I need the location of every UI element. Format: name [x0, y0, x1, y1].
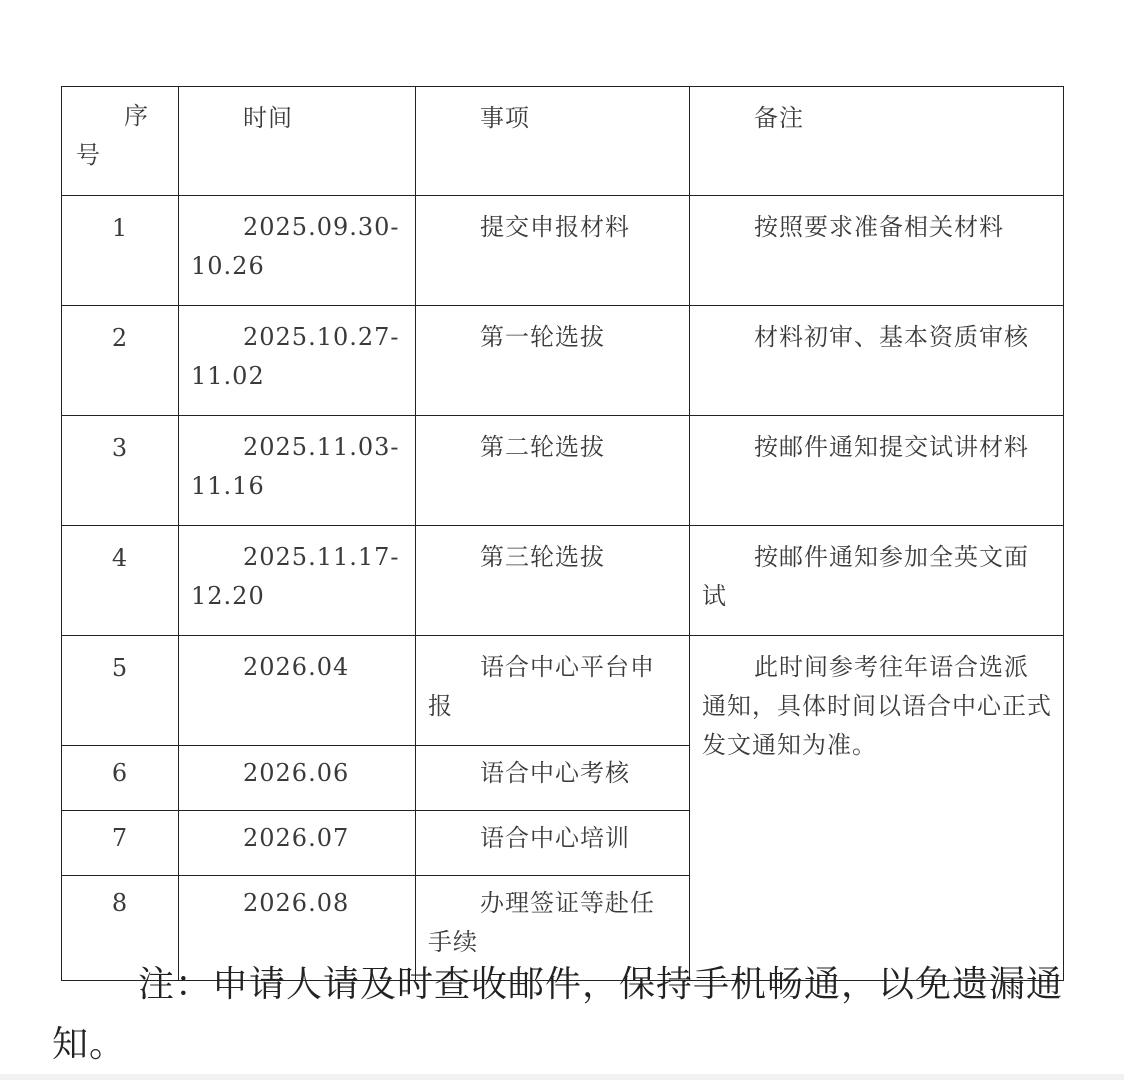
row-time: 2026.06 — [179, 746, 416, 811]
table-row — [62, 416, 1064, 526]
row-item: 语合中心培训 — [416, 811, 690, 876]
row-remark-merged: 此时间参考往年语合选派通知，具体时间以语合中心正式发文通知为准。 — [690, 636, 1064, 981]
row-item: 语合中心平台申报 — [416, 636, 690, 746]
row-no: 2 — [62, 306, 179, 416]
bottom-divider — [0, 1074, 1124, 1080]
schedule-table — [61, 86, 1064, 981]
row-no: 4 — [62, 526, 179, 636]
table-row — [62, 196, 1064, 306]
header-remark: 备注 — [690, 87, 1064, 196]
row-time: 2025.11.03-11.16 — [179, 416, 416, 526]
row-item: 第三轮选拔 — [416, 526, 690, 636]
table-header-row — [62, 87, 1064, 196]
row-item: 提交申报材料 — [416, 196, 690, 306]
row-item: 办理签证等赴任手续 — [416, 876, 690, 981]
row-remark: 按照要求准备相关材料 — [690, 196, 1064, 306]
row-time: 2025.10.27-11.02 — [179, 306, 416, 416]
row-time: 2026.08 — [179, 876, 416, 981]
row-time: 2026.04 — [179, 636, 416, 746]
header-time: 时间 — [179, 87, 416, 196]
row-remark: 材料初审、基本资质审核 — [690, 306, 1064, 416]
table-row — [62, 306, 1064, 416]
row-item: 语合中心考核 — [416, 746, 690, 811]
row-remark: 按邮件通知提交试讲材料 — [690, 416, 1064, 526]
table-row — [62, 636, 1064, 746]
row-no: 5 — [62, 636, 179, 746]
row-time: 2025.11.17-12.20 — [179, 526, 416, 636]
header-no: 序号 — [62, 87, 179, 196]
row-time: 2025.09.30-10.26 — [179, 196, 416, 306]
footnote: 注：申请人请及时查收邮件，保持手机畅通，以免遗漏通知。 — [52, 964, 1064, 1065]
row-time: 2026.07 — [179, 811, 416, 876]
row-item: 第一轮选拔 — [416, 306, 690, 416]
row-remark: 按邮件通知参加全英文面试 — [690, 526, 1064, 636]
header-item: 事项 — [416, 87, 690, 196]
row-no: 1 — [62, 196, 179, 306]
row-no: 8 — [62, 876, 179, 981]
row-no: 3 — [62, 416, 179, 526]
table-row — [62, 526, 1064, 636]
row-no: 6 — [62, 746, 179, 811]
row-item: 第二轮选拔 — [416, 416, 690, 526]
row-no: 7 — [62, 811, 179, 876]
